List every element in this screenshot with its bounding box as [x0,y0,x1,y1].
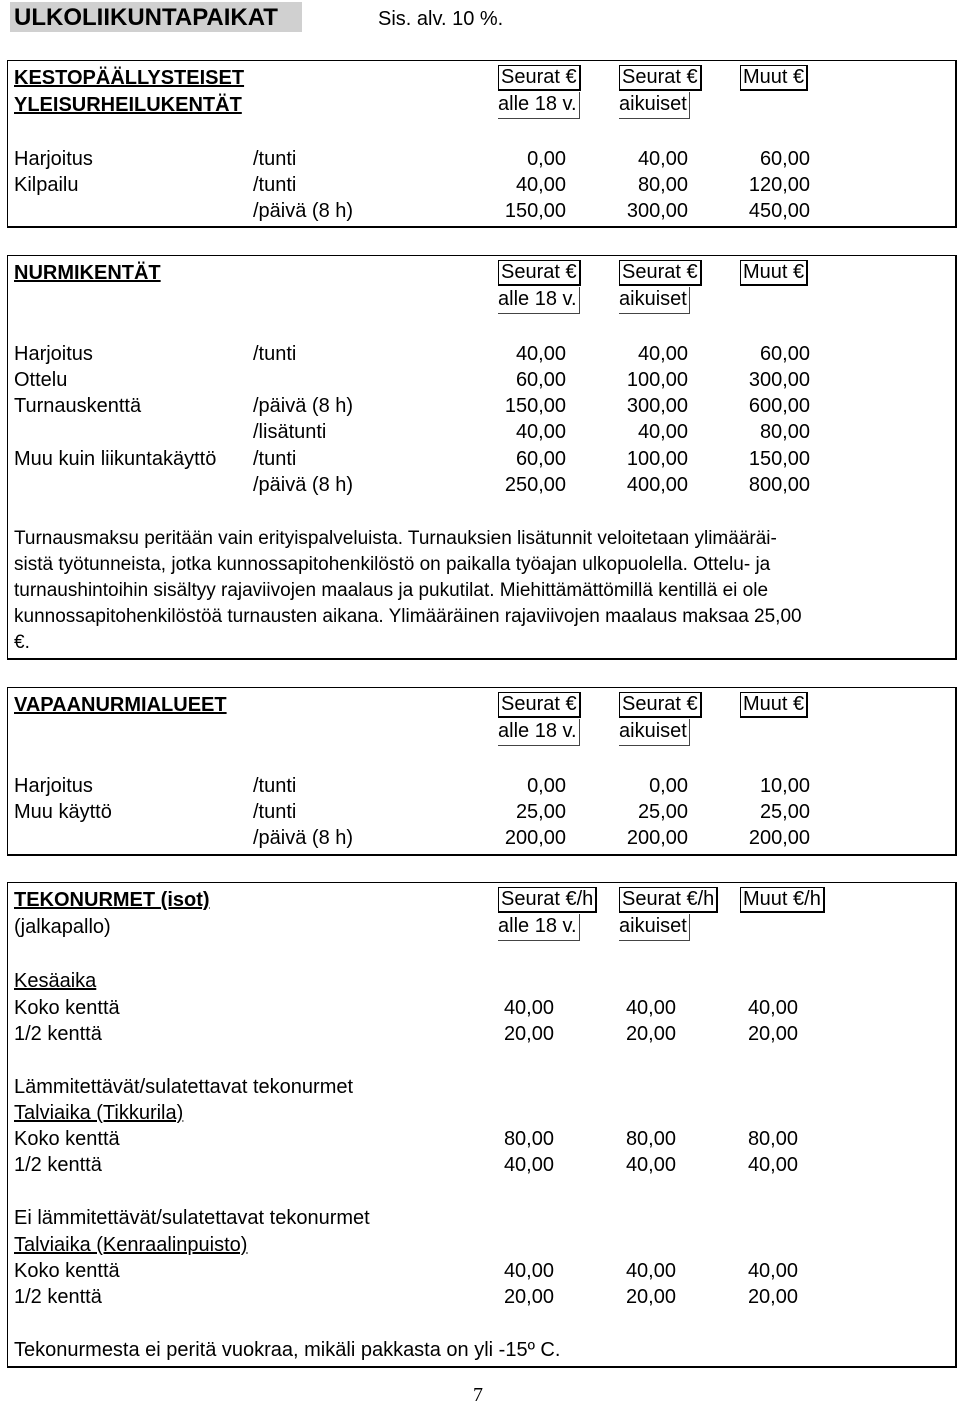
price-other: 450,00 [748,200,810,222]
price-other: 40,00 [747,1260,798,1282]
row-label: Ottelu [14,369,68,391]
page-number: 7 [473,1384,483,1406]
price-adult: 100,00 [626,448,688,470]
section-title: NURMIKENTÄT [14,262,161,284]
price-other: 600,00 [748,395,810,417]
price-adult: 80,00 [625,1128,676,1150]
price-youth: 150,00 [504,395,566,417]
price-other: 60,00 [759,148,810,170]
col-header-other: Muut €/h [740,887,825,913]
row-unit: /tunti [253,448,297,470]
row-label: 1/2 kenttä [14,1154,102,1176]
price-adult: 40,00 [637,148,688,170]
col-header-adult: Seurat €/h [619,887,718,913]
price-other: 300,00 [748,369,810,391]
price-adult: 40,00 [637,343,688,365]
price-youth: 60,00 [515,369,566,391]
price-other: 120,00 [748,174,810,196]
row-label: Kilpailu [14,174,79,196]
col-header-adult: Seurat € [619,260,702,286]
col-header-adult-sub: aikuiset [619,287,690,314]
price-youth: 40,00 [515,174,566,196]
row-label: Harjoitus [14,148,93,170]
price-adult: 300,00 [626,200,688,222]
price-youth: 20,00 [503,1023,554,1045]
section-title: KESTOPÄÄLLYSTEISET [14,67,245,89]
section-subtitle: (jalkapallo) [14,916,111,938]
price-adult: 25,00 [637,801,688,823]
price-adult: 200,00 [626,827,688,849]
row-unit: /päivä (8 h) [253,395,354,417]
price-adult: 40,00 [637,421,688,443]
price-youth: 40,00 [503,997,554,1019]
section-title: VAPAANURMIALUEET [14,694,227,716]
group-subheading: Talviaika (Tikkurila) [14,1102,184,1124]
price-other: 10,00 [759,775,810,797]
col-header-adult-sub: aikuiset [619,92,690,119]
price-other: 800,00 [748,474,810,496]
row-unit: /päivä (8 h) [253,474,354,496]
price-youth: 40,00 [515,421,566,443]
row-label: Koko kenttä [14,1128,120,1150]
price-youth: 80,00 [503,1128,554,1150]
group-heading: Lämmitettävät/sulatettavat tekonurmet [14,1076,354,1098]
price-adult: 40,00 [625,997,676,1019]
row-label: 1/2 kenttä [14,1023,102,1045]
price-other: 150,00 [748,448,810,470]
price-adult: 20,00 [625,1286,676,1308]
tekonurmi-note: Tekonurmesta ei peritä vuokraa, mikäli pakkasta on yli -15º C. [14,1339,561,1361]
col-header-youth-sub: alle 18 v. [498,914,580,941]
col-header-youth-sub: alle 18 v. [498,287,580,314]
col-header-youth: Seurat € [498,65,581,91]
col-header-other: Muut € [740,692,808,718]
row-label: Muu kuin liikuntakäyttö [14,448,217,470]
row-unit: /lisätunti [253,421,327,443]
vat-note: Sis. alv. 10 %. [378,8,504,30]
row-label: Muu käyttö [14,801,112,823]
row-label: Harjoitus [14,343,93,365]
row-unit: /tunti [253,148,297,170]
row-label: Koko kenttä [14,997,120,1019]
note-line: €. [14,632,30,653]
price-youth: 250,00 [504,474,566,496]
col-header-adult-sub: aikuiset [619,914,690,941]
price-youth: 40,00 [515,343,566,365]
price-youth: 0,00 [527,148,566,170]
row-unit: /päivä (8 h) [253,827,354,849]
price-adult: 100,00 [626,369,688,391]
section-title: TEKONURMET (isot) [14,889,210,911]
price-other: 25,00 [759,801,810,823]
price-adult: 300,00 [626,395,688,417]
price-other: 40,00 [747,1154,798,1176]
price-youth: 200,00 [504,827,566,849]
col-header-youth: Seurat €/h [498,887,597,913]
row-unit: /tunti [253,775,297,797]
price-youth: 25,00 [515,801,566,823]
group-subheading: Talviaika (Kenraalinpuisto) [14,1234,248,1256]
price-other: 200,00 [748,827,810,849]
col-header-adult: Seurat € [619,65,702,91]
price-adult: 0,00 [649,775,688,797]
note-line: turnaushintoihin sisältyy rajaviivojen maalaus ja pukutilat. Miehittämättömillä kentillä ei ole [14,580,769,601]
group-subheading: Kesäaika [14,970,97,992]
price-other: 80,00 [759,421,810,443]
note-line: Turnausmaksu peritään vain erityispalveluista. Turnauksien lisätunnit veloitetaan ylimääräi- [14,528,777,549]
row-label: Turnauskenttä [14,395,142,417]
price-adult: 40,00 [625,1154,676,1176]
price-adult: 80,00 [637,174,688,196]
price-adult: 40,00 [625,1260,676,1282]
price-youth: 40,00 [503,1154,554,1176]
price-other: 40,00 [747,997,798,1019]
price-youth: 60,00 [515,448,566,470]
price-youth: 20,00 [503,1286,554,1308]
price-youth: 40,00 [503,1260,554,1282]
row-unit: /päivä (8 h) [253,200,354,222]
price-other: 80,00 [747,1128,798,1150]
col-header-youth: Seurat € [498,260,581,286]
col-header-youth-sub: alle 18 v. [498,719,580,746]
row-label: 1/2 kenttä [14,1286,102,1308]
note-line: sistä työtunneista, jotka kunnossapitohenkilöstö on paikalla työajan ulkopuolella. Ottelu- ja [14,554,771,575]
note-line: kunnossapitohenkilöstöä turnausten aikana. Ylimääräinen rajaviivojen maalaus maksaa 25,00 [14,606,802,627]
group-heading: Ei lämmitettävät/sulatettavat tekonurmet [14,1207,370,1229]
col-header-youth-sub: alle 18 v. [498,92,580,119]
col-header-other: Muut € [740,65,808,91]
price-other: 20,00 [747,1286,798,1308]
col-header-adult: Seurat € [619,692,702,718]
price-youth: 150,00 [504,200,566,222]
page-title: ULKOLIIKUNTAPAIKAT [14,4,278,31]
section-title: YLEISURHEILUKENTÄT [14,94,242,116]
price-adult: 400,00 [626,474,688,496]
col-header-other: Muut € [740,260,808,286]
price-youth: 0,00 [527,775,566,797]
price-other: 20,00 [747,1023,798,1045]
row-unit: /tunti [253,343,297,365]
row-unit: /tunti [253,801,297,823]
row-label: Koko kenttä [14,1260,120,1282]
row-label: Harjoitus [14,775,93,797]
col-header-adult-sub: aikuiset [619,719,690,746]
col-header-youth: Seurat € [498,692,581,718]
price-other: 60,00 [759,343,810,365]
price-adult: 20,00 [625,1023,676,1045]
row-unit: /tunti [253,174,297,196]
